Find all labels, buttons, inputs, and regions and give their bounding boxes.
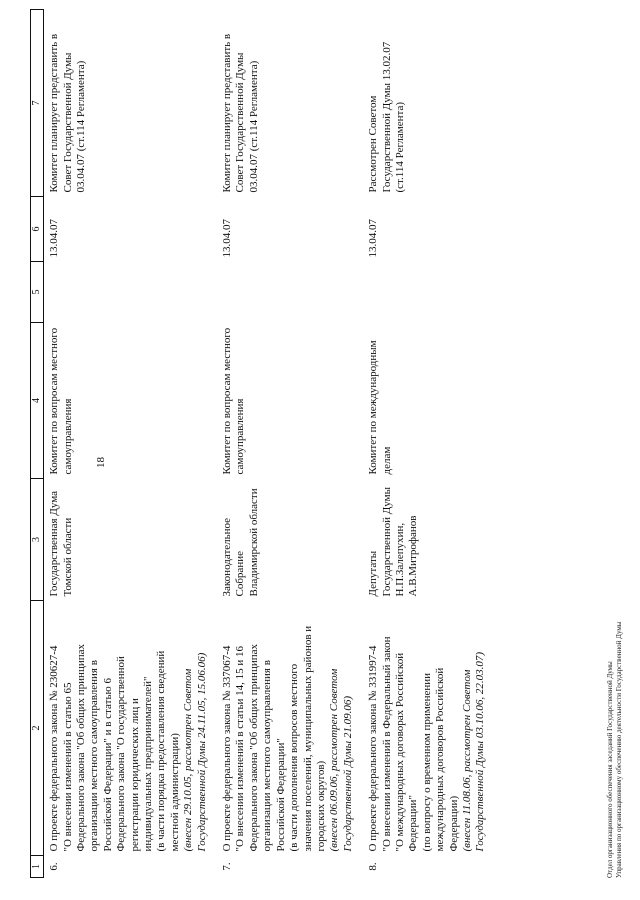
bill-line: городских округов)	[314, 760, 327, 852]
bill-line: международных договоров Российской	[434, 667, 447, 852]
bill-line: регистрации юридических лиц и	[128, 698, 141, 852]
initiator: Депутаты Государственной Думы Н.П.Залепухин, А.В.Митрофанов	[367, 486, 420, 597]
bill-line: Российской Федерации"	[274, 738, 287, 852]
bill-note: (внесен 29.10.05, рассмотрен Советом Государственной Думы 24.11.05, 15.06.06)	[182, 652, 208, 852]
bill-line: Российской Федерации" и в статью 6	[101, 678, 114, 852]
bill-line: Федерации)	[447, 795, 460, 852]
col-header-6: 6	[31, 197, 44, 262]
bill-line: Федерального закона "Об общих принципах	[75, 644, 87, 852]
bill-note: (внесен 06.09.06, рассмотрен Советом Государственной Думы 21.09.06)	[328, 668, 354, 852]
col5-cell	[44, 262, 217, 323]
initiator: Законодательное Собрание Владимирской области	[221, 488, 260, 597]
bill-note: (внесен 11.08.06, рассмотрен Советом Государственной Думы 03.10.06, 22.03.07)	[460, 651, 487, 852]
footer-line: Отдел организационного обеспечения заседаний Государственной Думы	[606, 661, 614, 878]
col-header-3: 3	[31, 479, 44, 601]
bill-line: "О внесении изменений в статьи 14, 15 и 16	[234, 645, 247, 852]
initiator: Государственная Дума Томской области	[48, 491, 74, 597]
bill-line: "О внесении изменений в Федеральный закон	[380, 636, 393, 852]
table-row	[44, 10, 217, 878]
date: 13.04.07	[367, 219, 380, 258]
bills-table	[30, 9, 496, 878]
date: 13.04.07	[48, 219, 61, 258]
committee: Комитет по международным делам	[367, 340, 393, 475]
page-footer	[606, 622, 625, 878]
bill-line: значения поселений, муниципальных районов и	[301, 625, 314, 852]
bill-description	[217, 601, 363, 856]
header-row	[31, 10, 44, 878]
row-number: 8.	[367, 862, 380, 871]
footer-line: Управления по организационному обеспечению деятельности Государственной Думы	[615, 621, 624, 878]
bill-line: О проекте федерального закона № 337067-4	[221, 645, 234, 852]
bill-line: организации местного самоуправления в	[261, 660, 274, 852]
bill-line: Федерального закона "О государственной	[115, 656, 128, 852]
bill-description	[363, 601, 496, 856]
bill-line: организации местного самоуправления в	[88, 660, 101, 852]
table-row	[217, 10, 363, 878]
col-header-7: 7	[31, 10, 44, 197]
bill-line: (по вопросу о временном применении	[420, 672, 433, 852]
status: Комитет планирует представить в Совет Государственной Думы 03.04.07 (ст.114 Регламента)	[221, 33, 260, 193]
status: Рассмотрен Советом Государственной Думы 13.02.07 (ст.114 Регламента)	[367, 41, 406, 193]
bill-line: "О внесении изменений в статью 65	[61, 682, 74, 852]
committee: Комитет по вопросам местного самоуправления	[48, 327, 74, 475]
bill-line: Федерации"	[407, 795, 420, 852]
row-number: 6.	[48, 862, 61, 871]
bill-description	[44, 601, 217, 856]
committee: Комитет по вопросам местного самоуправления	[221, 327, 247, 475]
bill-line: О проекте федерального закона № 331997-4	[367, 645, 380, 852]
date: 13.04.07	[221, 219, 234, 258]
page-number: 18	[95, 457, 107, 468]
bill-line: "О международных договорах Российской	[393, 652, 406, 852]
bill-line: (в части порядка предоставления сведений	[155, 650, 168, 852]
table-row	[363, 10, 496, 878]
bill-line: Федерального закона "Об общих принципах	[247, 644, 260, 852]
row-number: 7.	[221, 862, 234, 871]
bill-line: О проекте федерального закона № 230627-4	[48, 645, 61, 852]
col-header-5: 5	[31, 262, 44, 323]
col-header-1: 1	[31, 856, 44, 878]
bill-line: индивидуальных предпринимателей"	[142, 676, 155, 852]
status: Комитет планирует представить в Совет Государственной Думы 03.04.07 (ст.114 Регламента)	[48, 33, 87, 193]
col-header-4: 4	[31, 323, 44, 479]
col5-cell	[217, 262, 363, 323]
bill-line: местной администрации)	[168, 733, 181, 852]
col5-cell	[363, 262, 496, 323]
col-header-2: 2	[31, 601, 44, 856]
bill-line: (в части дополнения вопросов местного	[288, 663, 301, 852]
